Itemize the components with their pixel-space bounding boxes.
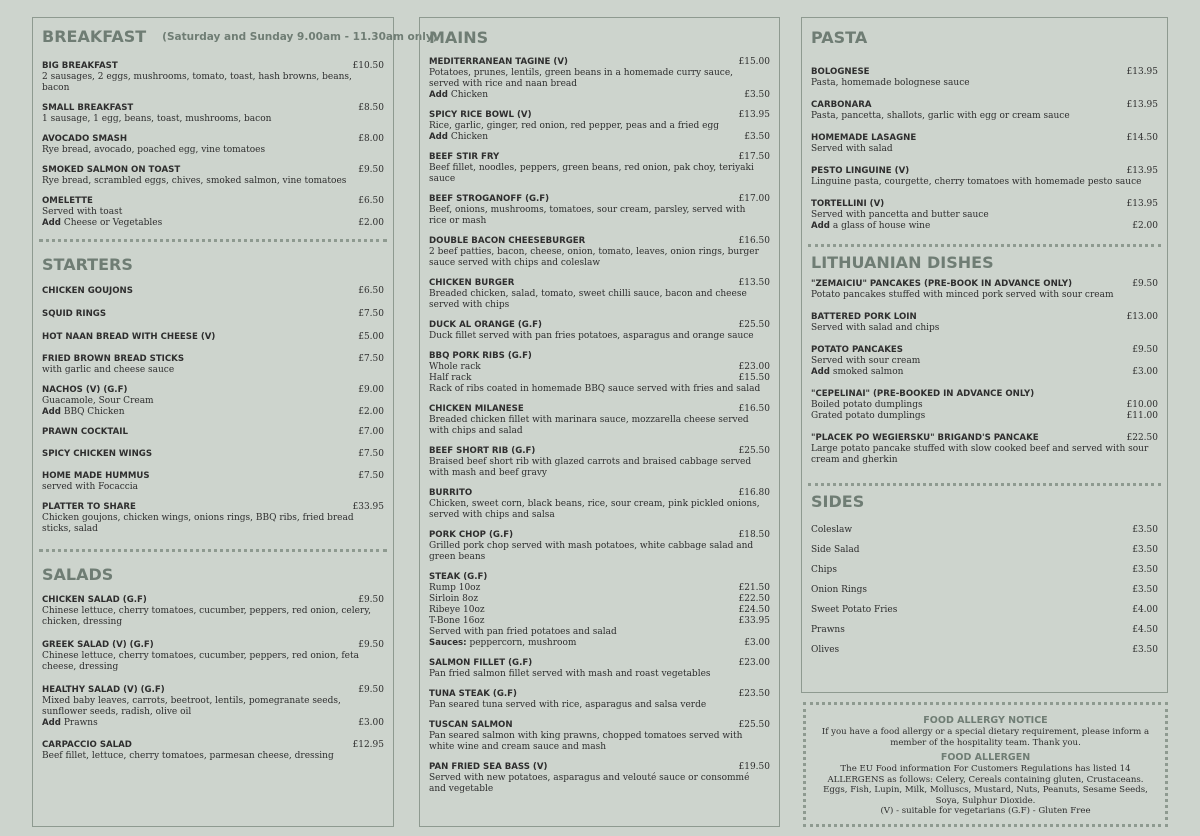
item-desc: Guacamole, Sour Cream — [42, 396, 154, 406]
item-price: £13.95 — [1126, 100, 1158, 110]
item-name: AVOCADO SMASH — [42, 134, 128, 144]
item-name: BURRITO — [429, 488, 473, 498]
side-price: £4.00 — [1132, 605, 1158, 615]
item-price: £33.95 — [352, 502, 384, 512]
salads-section — [42, 552, 384, 762]
item-desc: Beef fillet, noodles, peppers, green beans, red onion, pak choy, teriyaki sauce — [429, 163, 754, 184]
item-name: BEEF SHORT RIB (G.F) — [429, 446, 536, 456]
add-price: £2.00 — [1132, 221, 1158, 231]
mains-title: MAINS — [429, 28, 489, 47]
item-price: £17.00 — [738, 194, 770, 204]
starters-section — [42, 242, 384, 535]
item-price: £25.50 — [738, 446, 770, 456]
item-price: £13.95 — [1126, 166, 1158, 176]
breakfast-hours-note: (Saturday and Sunday 9.00am - 11.30am only) — [162, 31, 438, 43]
item-price: £9.50 — [358, 595, 384, 605]
item-option: Grated potato dumplings — [811, 411, 926, 421]
add-label: Add — [429, 90, 448, 100]
menu-item — [811, 166, 1158, 188]
item-name: DUCK AL ORANGE (G.F) — [429, 320, 542, 330]
menu-item — [429, 446, 770, 479]
side-name: Sweet Potato Fries — [811, 605, 898, 615]
item-name: BEEF STROGANOFF (G.F) — [429, 194, 550, 204]
item-desc: Chinese lettuce, cherry tomatoes, cucumber, peppers, red onion, feta cheese, dressing — [42, 651, 359, 672]
item-price: £9.50 — [358, 685, 384, 695]
item-price: £13.95 — [1126, 199, 1158, 209]
item-price: £8.00 — [358, 134, 384, 144]
item-name: CHICKEN SALAD (G.F) — [42, 595, 147, 605]
side-price: £3.50 — [1132, 525, 1158, 535]
side-name: Olives — [811, 645, 840, 655]
menu-item — [429, 572, 770, 649]
item-price: £7.50 — [358, 471, 384, 481]
side-name: Onion Rings — [811, 585, 867, 595]
item-name: SMOKED SALMON ON TOAST — [42, 165, 181, 175]
item-price: £9.50 — [1132, 345, 1158, 355]
item-name: HOME MADE HUMMUS — [42, 471, 150, 481]
add-text: Prawns — [63, 718, 98, 728]
menu-item — [811, 67, 1158, 89]
item-desc: Large potato pancake stuffed with slow cooked beef and served with sour cream and gherkin — [811, 444, 1149, 465]
item-price: £13.95 — [1126, 67, 1158, 77]
item-desc: Rack of ribs coated in homemade BBQ sauce served with fries and salad — [429, 384, 761, 394]
sauce-text: peppercorn, mushroom — [469, 638, 577, 648]
item-name: PRAWN COCKTAIL — [42, 427, 128, 437]
item-price: £11.00 — [1126, 411, 1158, 421]
sauce-price: £3.00 — [744, 638, 770, 648]
item-name: "ZEMAICIU" PANCAKES (PRE-BOOK IN ADVANCE ONLY) — [811, 279, 1073, 289]
item-name: TUSCAN SALMON — [429, 720, 513, 730]
item-price: £16.50 — [738, 404, 770, 414]
add-price: £3.00 — [1132, 367, 1158, 377]
side-price: £3.50 — [1132, 545, 1158, 555]
side-item — [811, 565, 1158, 576]
item-desc: served with Focaccia — [42, 482, 139, 492]
item-name: DOUBLE BACON CHEESEBURGER — [429, 236, 586, 246]
item-price: £6.50 — [358, 196, 384, 206]
menu-item — [42, 685, 384, 729]
item-price: £18.50 — [738, 530, 770, 540]
item-desc: Chicken, sweet corn, black beans, rice, sour cream, pink pickled onions, served with chips and salsa — [429, 499, 760, 520]
sides-section — [811, 486, 1158, 656]
side-item — [811, 625, 1158, 636]
item-desc: Pan fried salmon fillet served with mash and roast vegetables — [429, 669, 711, 679]
item-desc: 2 beef patties, bacon, cheese, onion, tomato, leaves, onion rings, burger sauce served with chips and coleslaw — [429, 247, 759, 268]
add-price: £2.00 — [358, 218, 384, 228]
item-price: £25.50 — [738, 320, 770, 330]
item-price: £8.50 — [358, 103, 384, 113]
item-price: £9.50 — [358, 165, 384, 175]
menu-item — [42, 196, 384, 229]
salads-title: SALADS — [42, 565, 114, 584]
item-desc: Served with new potatoes, asparagus and velouté sauce or consommé and vegetable — [429, 773, 750, 794]
menu-item — [429, 689, 770, 711]
item-price: £9.50 — [1132, 279, 1158, 289]
menu-item — [42, 471, 384, 493]
item-option: Rump 10oz — [429, 583, 481, 593]
allergy-notice — [803, 702, 1168, 827]
add-price: £3.00 — [358, 718, 384, 728]
menu-item — [42, 61, 384, 94]
item-desc: Pan seared salmon with king prawns, chopped tomatoes served with white wine and cream sauce and mash — [429, 731, 743, 752]
add-price: £3.50 — [744, 90, 770, 100]
menu-item — [42, 449, 384, 460]
item-desc: Served with salad and chips — [811, 323, 940, 333]
item-name: HEALTHY SALAD (V) (G.F) — [42, 685, 165, 695]
add-text: Chicken — [450, 132, 489, 142]
side-item — [811, 645, 1158, 656]
item-price: £10.00 — [1126, 400, 1158, 410]
menu-item — [429, 488, 770, 521]
menu-item — [429, 351, 770, 395]
item-price: £16.50 — [738, 236, 770, 246]
item-price: £21.50 — [738, 583, 770, 593]
sauce-label: Sauces: — [429, 638, 467, 648]
item-desc: Pasta, homemade bolognese sauce — [811, 78, 970, 88]
menu-item — [429, 530, 770, 563]
item-price: £19.50 — [738, 762, 770, 772]
pasta-title: PASTA — [811, 28, 868, 47]
item-desc: Braised beef short rib with glazed carrots and braised cabbage served with mash and beef gravy — [429, 457, 752, 478]
side-price: £3.50 — [1132, 565, 1158, 575]
item-desc: Rice, garlic, ginger, red onion, red pepper, peas and a fried egg — [429, 121, 720, 131]
side-price: £3.50 — [1132, 645, 1158, 655]
menu-item — [811, 433, 1158, 466]
add-text: smoked salmon — [832, 367, 904, 377]
item-price: £24.50 — [738, 605, 770, 615]
item-name: PLATTER TO SHARE — [42, 502, 136, 512]
item-name: FRIED BROWN BREAD STICKS — [42, 354, 185, 364]
item-desc: Served with pancetta and butter sauce — [811, 210, 989, 220]
item-price: £9.00 — [358, 385, 384, 395]
food-allergen-text: The EU Food information For Customers Regulations has listed 14 ALLERGENS as follows: Celery, Cereals containing gluten, Crustaceans. Eggs, Fish, Lupin, Milk, Molluscs, Mustard, Nuts, Peanuts, Sesame Seeds, Soya, Sulphur Dioxide. — [823, 764, 1148, 806]
add-label: Add — [429, 132, 448, 142]
item-desc: Rye bread, scrambled eggs, chives, smoked salmon, vine tomatoes — [42, 176, 347, 186]
item-name: "PLACEK PO WEGIERSKU" BRIGAND'S PANCAKE — [811, 433, 1039, 443]
item-price: £7.50 — [358, 354, 384, 364]
item-name: PORK CHOP (G.F) — [429, 530, 514, 540]
item-desc: Chinese lettuce, cherry tomatoes, cucumber, peppers, red onion, celery, chicken, dressing — [42, 606, 371, 627]
menu-item — [811, 345, 1158, 378]
item-name: CHICKEN BURGER — [429, 278, 515, 288]
add-label: Add — [42, 407, 61, 417]
menu-item — [42, 640, 384, 673]
side-price: £3.50 — [1132, 585, 1158, 595]
item-name: BATTERED PORK LOIN — [811, 312, 917, 322]
item-option: Whole rack — [429, 362, 481, 372]
menu-column-middle — [419, 17, 780, 827]
item-name: CARPACCIO SALAD — [42, 740, 132, 750]
item-desc: Potatoes, prunes, lentils, green beans in a homemade curry sauce, served with rice and naan bread — [429, 68, 734, 89]
item-price: £5.00 — [358, 332, 384, 342]
item-option: T-Bone 16oz — [429, 616, 485, 626]
menu-item — [42, 385, 384, 418]
add-price: £3.50 — [744, 132, 770, 142]
side-name: Prawns — [811, 625, 845, 635]
breakfast-heading — [42, 18, 438, 61]
item-desc: 1 sausage, 1 egg, beans, toast, mushrooms, bacon — [42, 114, 272, 124]
item-name: BOLOGNESE — [811, 67, 870, 77]
item-desc: Served with salad — [811, 144, 893, 154]
add-label: Add — [42, 718, 61, 728]
menu-item — [429, 110, 770, 143]
item-desc: Pasta, pancetta, shallots, garlic with egg or cream sauce — [811, 111, 1070, 121]
starters-title: STARTERS — [42, 255, 133, 274]
menu-item — [429, 194, 770, 227]
item-name: HOMEMADE LASAGNE — [811, 133, 917, 143]
item-name: SPICY CHICKEN WINGS — [42, 449, 153, 459]
item-name: BBQ PORK RIBS (G.F) — [429, 351, 532, 361]
menu-item — [811, 100, 1158, 122]
item-price: £7.50 — [358, 309, 384, 319]
breakfast-title: BREAKFAST — [42, 27, 147, 46]
item-desc: with garlic and cheese sauce — [42, 365, 175, 375]
item-name: "CEPELINAI" (PRE-BOOKED IN ADVANCE ONLY) — [811, 389, 1035, 399]
add-text: Chicken — [450, 90, 489, 100]
menu-item — [429, 658, 770, 680]
lithuanian-section — [811, 247, 1158, 466]
add-price: £2.00 — [358, 407, 384, 417]
item-name: CARBONARA — [811, 100, 872, 110]
item-desc: Mixed baby leaves, carrots, beetroot, lentils, pomegranate seeds, sunflower seeds, radish, olive oil — [42, 696, 341, 717]
item-desc: Beef fillet, lettuce, cherry tomatoes, parmesan cheese, dressing — [42, 751, 334, 761]
menu-column-right — [801, 17, 1168, 693]
item-name: STEAK (G.F) — [429, 572, 488, 582]
menu-item — [811, 312, 1158, 334]
item-name: SQUID RINGS — [42, 309, 107, 319]
menu-item — [429, 152, 770, 185]
item-price: £22.50 — [1126, 433, 1158, 443]
item-name: OMELETTE — [42, 196, 93, 206]
item-price: £25.50 — [738, 720, 770, 730]
add-text: Cheese or Vegetables — [63, 218, 163, 228]
item-option: Ribeye 10oz — [429, 605, 485, 615]
item-price: £16.80 — [738, 488, 770, 498]
item-name: POTATO PANCAKES — [811, 345, 903, 355]
item-desc: Breaded chicken, salad, tomato, sweet chilli sauce, bacon and cheese served with chips — [429, 289, 747, 310]
pasta-section — [811, 18, 1158, 232]
item-price: £13.50 — [738, 278, 770, 288]
menu-item — [429, 762, 770, 795]
side-item — [811, 545, 1158, 556]
mains-section — [429, 18, 770, 795]
menu-item — [429, 320, 770, 342]
add-label: Add — [42, 218, 61, 228]
lithuanian-title: LITHUANIAN DISHES — [811, 253, 994, 272]
menu-item — [42, 134, 384, 156]
side-name: Side Salad — [811, 545, 860, 555]
item-name: SMALL BREAKFAST — [42, 103, 134, 113]
item-price: £6.50 — [358, 286, 384, 296]
item-name: CHICKEN MILANESE — [429, 404, 524, 414]
menu-item — [811, 133, 1158, 155]
menu-item — [42, 103, 384, 125]
side-item — [811, 585, 1158, 596]
item-price: £23.00 — [738, 362, 770, 372]
item-name: PAN FRIED SEA BASS (V) — [429, 762, 548, 772]
add-label: Add — [811, 221, 830, 231]
item-desc: Chicken goujons, chicken wings, onions rings, BBQ ribs, fried bread sticks, salad — [42, 513, 354, 534]
menu-item — [42, 740, 384, 762]
side-price: £4.50 — [1132, 625, 1158, 635]
allergy-notice-text: If you have a food allergy or a special dietary requirement, please inform a member of the hospitality team. Thank you. — [821, 727, 1150, 748]
side-name: Coleslaw — [811, 525, 853, 535]
item-option: Half rack — [429, 373, 472, 383]
item-name: SALMON FILLET (G.F) — [429, 658, 533, 668]
item-option: Sirloin 8oz — [429, 594, 479, 604]
item-desc: Served with pan fried potatoes and salad — [429, 627, 617, 637]
side-name: Chips — [811, 565, 837, 575]
menu-item — [429, 236, 770, 269]
menu-item — [42, 502, 384, 535]
side-item — [811, 605, 1158, 616]
item-desc: Rye bread, avocado, poached egg, vine tomatoes — [42, 145, 266, 155]
item-price: £22.50 — [738, 594, 770, 604]
item-name: PESTO LINGUINE (V) — [811, 166, 910, 176]
item-name: SPICY RICE BOWL (V) — [429, 110, 532, 120]
item-price: £12.95 — [352, 740, 384, 750]
sides-title: SIDES — [811, 492, 865, 511]
menu-item — [429, 278, 770, 311]
item-name: TORTELLINI (V) — [811, 199, 885, 209]
item-price: £13.00 — [1126, 312, 1158, 322]
menu-item — [429, 720, 770, 753]
item-desc: Served with sour cream — [811, 356, 921, 366]
item-desc: Pan seared tuna served with rice, asparagus and salsa verde — [429, 700, 707, 710]
diet-legend: (V) - suitable for vegetarians (G.F) - Gluten Free — [880, 806, 1091, 816]
item-price: £23.00 — [738, 658, 770, 668]
item-price: £15.50 — [738, 373, 770, 383]
item-desc: Served with toast — [42, 207, 123, 217]
menu-item — [42, 332, 384, 343]
item-desc: 2 sausages, 2 eggs, mushrooms, tomato, toast, hash browns, beans, bacon — [42, 72, 352, 93]
item-name: GREEK SALAD (V) (G.F) — [42, 640, 154, 650]
item-price: £9.50 — [358, 640, 384, 650]
menu-column-left — [32, 17, 438, 827]
item-price: £17.50 — [738, 152, 770, 162]
item-name: TUNA STEAK (G.F) — [429, 689, 517, 699]
menu-item — [42, 595, 384, 628]
item-price: £14.50 — [1126, 133, 1158, 143]
menu-item — [42, 354, 384, 376]
menu-item — [811, 279, 1158, 301]
food-allergen-title: FOOD ALLERGEN — [940, 752, 1031, 763]
menu-item — [811, 199, 1158, 232]
item-name: BEEF STIR FRY — [429, 152, 500, 162]
add-text: a glass of house wine — [832, 221, 931, 231]
menu-item — [811, 389, 1158, 422]
item-price: £7.00 — [358, 427, 384, 437]
item-price: £7.50 — [358, 449, 384, 459]
item-name: MEDITERRANEAN TAGINE (V) — [429, 57, 568, 67]
item-desc: Potato pancakes stuffed with minced pork served with sour cream — [811, 290, 1114, 300]
breakfast-section — [42, 18, 438, 229]
add-label: Add — [811, 367, 830, 377]
item-price: £10.50 — [352, 61, 384, 71]
item-price: £33.95 — [738, 616, 770, 626]
item-name: CHICKEN GOUJONS — [42, 286, 133, 296]
item-price: £23.50 — [738, 689, 770, 699]
item-desc: Breaded chicken fillet with marinara sauce, mozzarella cheese served with chips and salad — [429, 415, 749, 436]
item-price: £13.95 — [738, 110, 770, 120]
item-desc: Linguine pasta, courgette, cherry tomatoes with homemade pesto sauce — [811, 177, 1142, 187]
item-name: NACHOS (V) (G.F) — [42, 385, 128, 395]
add-text: BBQ Chicken — [63, 407, 125, 417]
menu-item — [429, 404, 770, 437]
side-item — [811, 525, 1158, 536]
menu-item — [42, 286, 384, 297]
allergy-notice-title: FOOD ALLERGY NOTICE — [923, 715, 1048, 726]
item-name: BIG BREAKFAST — [42, 61, 118, 71]
item-option: Boiled potato dumplings — [811, 400, 923, 410]
item-price: £15.00 — [738, 57, 770, 67]
item-name: HOT NAAN BREAD WITH CHEESE (V) — [42, 332, 216, 342]
menu-item — [42, 309, 384, 320]
menu-item — [42, 165, 384, 187]
menu-item — [42, 427, 384, 438]
menu-item — [429, 57, 770, 101]
item-desc: Duck fillet served with pan fries potatoes, asparagus and orange sauce — [429, 331, 754, 341]
item-desc: Beef, onions, mushrooms, tomatoes, sour cream, parsley, served with rice or mash — [429, 205, 746, 226]
item-desc: Grilled pork chop served with mash potatoes, white cabbage salad and green beans — [429, 541, 754, 562]
